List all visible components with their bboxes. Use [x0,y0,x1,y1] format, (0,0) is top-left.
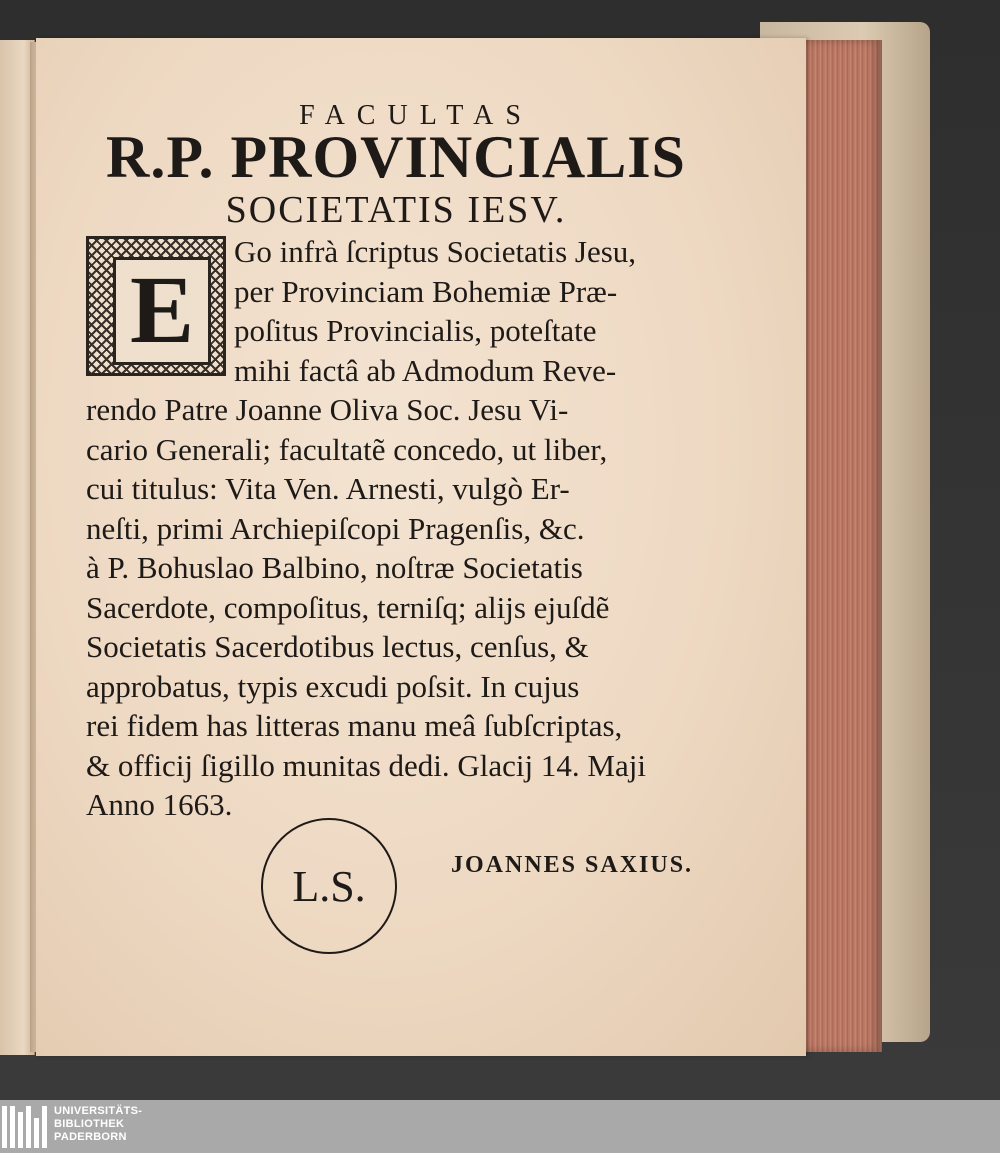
text-line: Sacerdote, compoſitus, terniſq; alijs ejuſdẽ [86,589,610,625]
seal-circle [261,818,397,954]
library-footer-bar [0,1100,1000,1153]
text-line: Go infrà ſcriptus Societatis Jesu, [234,234,637,269]
heading-provincialis: R.P. PROVINCIALIS [106,124,686,190]
text-line: mihi factâ ab Admodum Reve- [234,352,617,388]
library-name-line: UNIVERSITÄTS- [54,1105,143,1117]
text-line: poſitus Provincialis, poteſtate [234,313,597,348]
text-line: rendo Patre Joanne Oliva Soc. Jesu Vi- [86,392,569,427]
text-line: Societatis Sacerdotibus lectus, cenſus, & [86,629,589,664]
seal-label: L.S. [292,861,366,911]
text-line: approbatus, typis excudi poſsit. In cujus [86,668,580,704]
library-name-line: BIBLIOTHEK [54,1118,125,1130]
license-text [86,232,706,825]
book-page [36,38,806,1056]
text-line: per Provinciam Bohemiæ Præ- [234,273,618,309]
signature-name: JOANNES SAXIUS. [451,852,694,878]
library-name-line: PADERBORN [54,1131,127,1143]
text-line: à P. Bohuslao Balbino, noſtræ Societatis [86,550,583,585]
text-line: cui titulus: Vita Ven. Arnesti, vulgò Er- [86,471,570,506]
text-line: cario Generali; facultatẽ concedo, ut liber, [86,431,608,467]
initial-letter: E [113,257,211,365]
text-line: neſti, primi Archiepiſcopi Pragenſis, &c. [86,510,585,546]
seal-signature-row [261,818,781,958]
library-logo-icon [0,1106,48,1148]
heading-societatis: SOCIETATIS IESV. [225,189,567,231]
text-line: Anno 1663. [86,787,233,822]
ornamental-initial [86,236,226,376]
library-name [54,1105,142,1144]
text-block [86,90,706,825]
text-line: & officij ſigillo munitas dedi. Glacij 14. Maji [86,747,646,783]
text-line: rei fidem has litteras manu meâ ſubſcriptas, [86,708,623,743]
heading-facultas: FACULTAS [299,100,533,131]
